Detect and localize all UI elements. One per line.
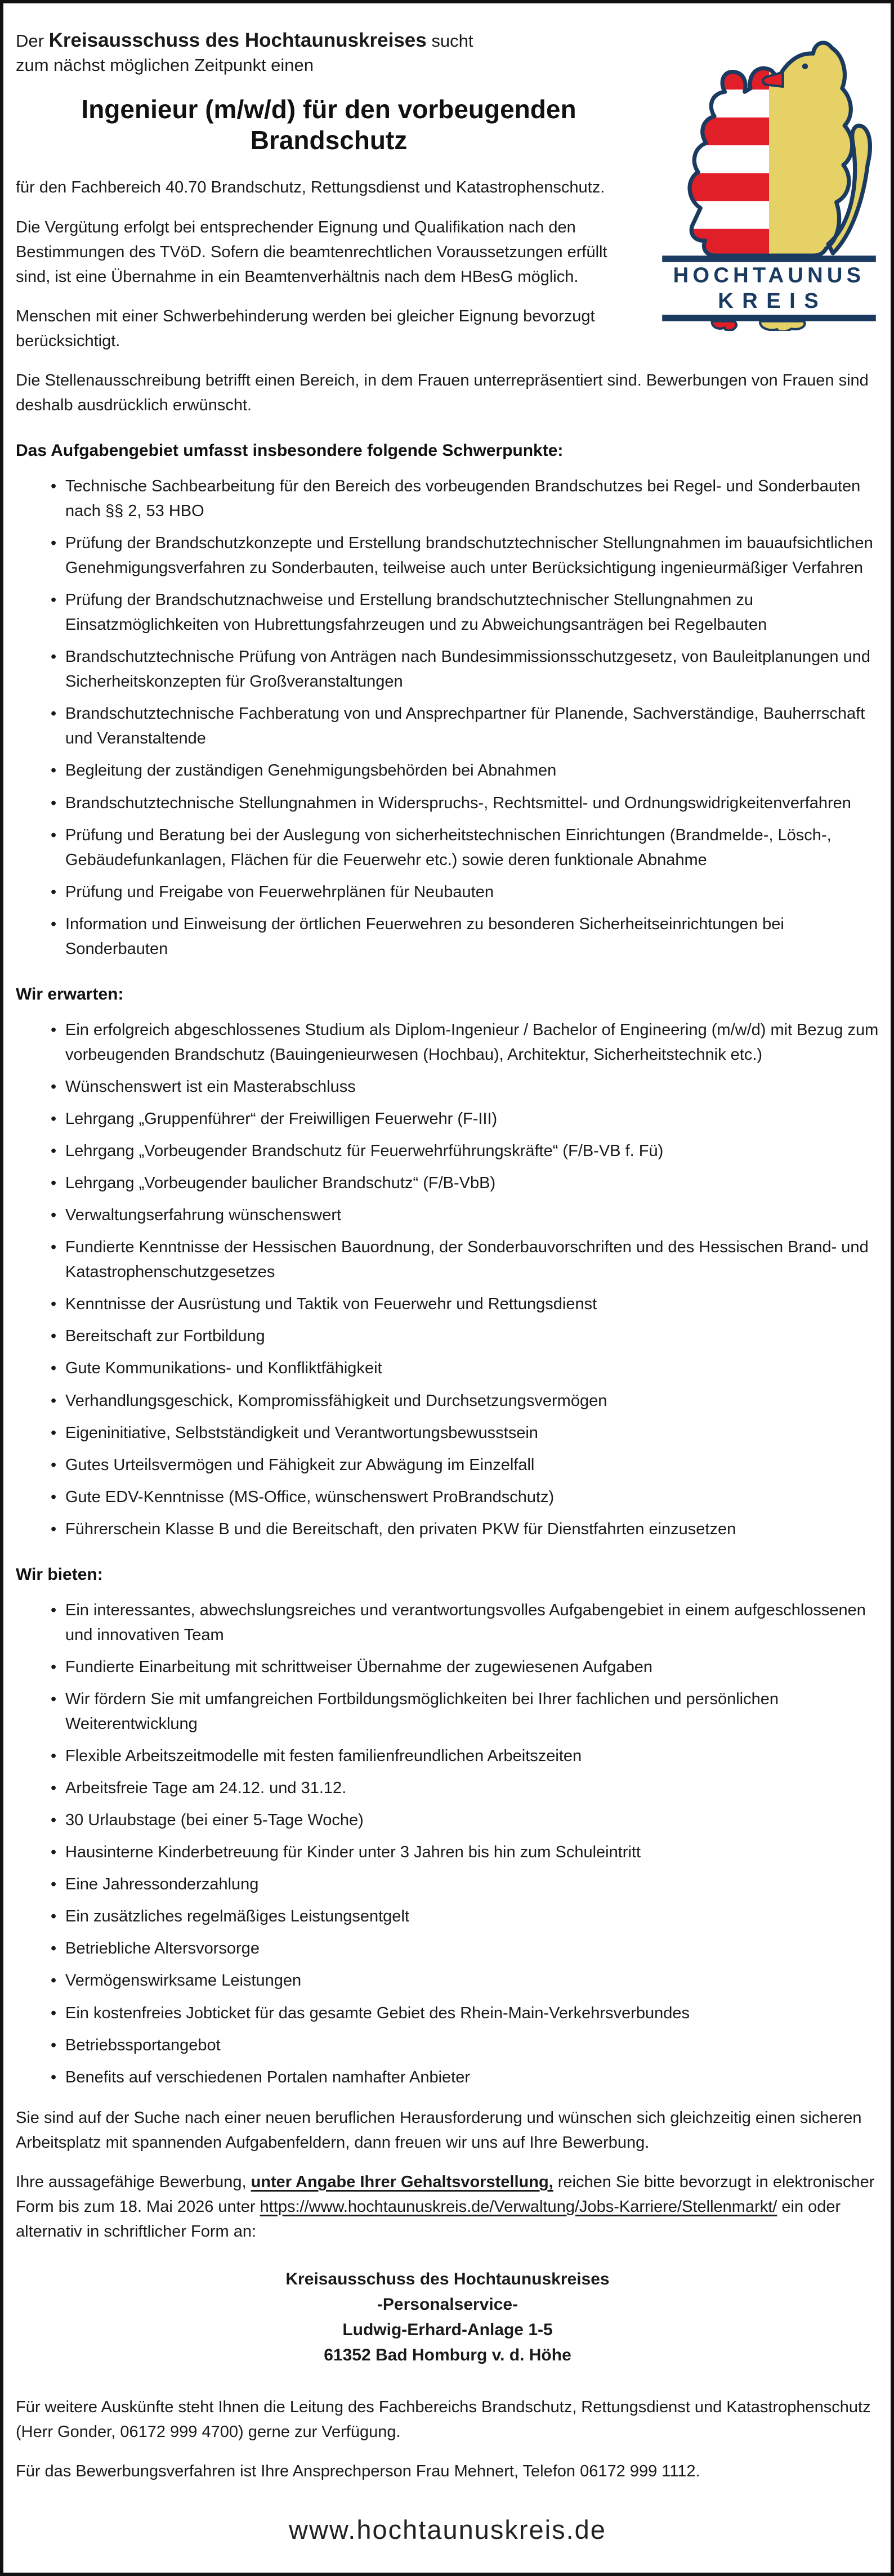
address-line: 61352 Bad Homburg v. d. Höhe	[324, 2346, 571, 2365]
section-heading-offer: Wir bieten:	[16, 1565, 103, 1584]
list-item: • Gute Kommunikations- und Konfliktfähigkeit	[51, 1356, 879, 1381]
lead-post: sucht	[426, 31, 473, 51]
paragraph-disability: Menschen mit einer Schwerbehinderung werden bei gleicher Eignung bevorzugt berücksichtigt.	[16, 307, 595, 350]
list-item: • Lehrgang „Gruppenführer“ der Freiwilligen Feuerwehr (F-III)	[51, 1106, 879, 1131]
lion-eye	[802, 64, 808, 69]
list-item: • Technische Sachbearbeitung für den Bereich des vorbeugenden Brandschutzes bei Regel- und Sonderbauten nach §§ 2, 53 HBO	[51, 474, 879, 523]
apply-post: ein oder alternativ in schriftlicher Form an:	[16, 2198, 841, 2241]
list-item: • Brandschutztechnische Fachberatung von und Ansprechpartner für Planende, Sachverständige, Bauherrschaft und Veranstaltende	[51, 701, 879, 751]
list-item: • Ein erfolgreich abgeschlossenes Studium als Diplom-Ingenieur / Bachelor of Engineering (m/w/d) mit Bezug zum vorbeugenden Brandschutz (Bauingenieurwesen (Hochbau), Architektur, Sicherheitstechnik etc.)	[51, 1018, 879, 1067]
list-item: • Ein interessantes, abwechslungsreiches und verantwortungsvolles Aufgabengebiet in einem aufgeschlossenen und innovativen Team	[51, 1598, 879, 1647]
lion-stripe	[659, 173, 769, 201]
list-item: • Information und Einweisung der örtlichen Feuerwehren zu besonderen Sicherheitseinrichtungen bei Sonderbauten	[51, 912, 879, 961]
lion-stripe	[659, 229, 769, 256]
list-item: • Führerschein Klasse B und die Bereitschaft, den privaten PKW für Dienstfahrten einzusetzen	[51, 1517, 879, 1542]
lead-line2: zum nächst möglichen Zeitpunkt einen	[16, 55, 314, 75]
offer-list	[16, 1598, 879, 2090]
logo-wordmark-line1: HOCHTAUNUS	[673, 263, 865, 288]
list-item: • Flexible Arbeitszeitmodelle mit festen familienfreundlichen Arbeitszeiten	[51, 1744, 879, 1768]
list-item: • Gute EDV-Kenntnisse (MS-Office, wünschenswert ProBrandschutz)	[51, 1485, 879, 1509]
paragraph-department: für den Fachbereich 40.70 Brandschutz, Rettungsdienst und Katastrophenschutz.	[16, 178, 605, 197]
postal-address	[16, 2266, 879, 2368]
lion-stripe	[659, 118, 769, 146]
list-item: • Fundierte Kenntnisse der Hessischen Bauordnung, der Sonderbauvorschriften und des Hessischen Brand- und Katastrophenschutzgesetzes	[51, 1235, 879, 1284]
paragraph-contact-process: Für das Bewerbungsverfahren ist Ihre Ansprechperson Frau Mehnert, Telefon 06172 999 1112.	[16, 2462, 700, 2481]
list-item: • Gutes Urteilsvermögen und Fähigkeit zur Abwägung im Einzelfall	[51, 1453, 879, 1477]
logo-rule-top	[662, 256, 876, 262]
list-item: • Ein zusätzliches regelmäßiges Leistungsentgelt	[51, 1904, 879, 1929]
list-item: • Bereitschaft zur Fortbildung	[51, 1324, 879, 1349]
list-item: • Hausinterne Kinderbetreuung für Kinder unter 3 Jahren bis hin zum Schuleintritt	[51, 1840, 879, 1865]
list-item: • Betriebssportangebot	[51, 2033, 879, 2058]
job-title-line2: Brandschutz	[250, 126, 408, 155]
list-item: • Wir fördern Sie mit umfangreichen Fortbildungsmöglichkeiten bei Ihrer fachlichen und persönlichen Weiterentwicklung	[51, 1687, 879, 1736]
list-item: • Prüfung der Brandschutznachweise und Erstellung brandschutztechnischer Stellungnahmen zu Einsatzmöglichkeiten von Hubrettungsfahrzeugen und zu Abweichungsanträgen bei Regelbauten	[51, 588, 879, 637]
list-item: • Eine Jahressonderzahlung	[51, 1872, 879, 1897]
list-item: • Ein kostenfreies Jobticket für das gesamte Gebiet des Rhein-Main-Verkehrsverbundes	[51, 2001, 879, 2026]
paragraph-contact-info: Für weitere Auskünfte steht Ihnen die Leitung des Fachbereichs Brandschutz, Rettungsdienst und Katastrophenschutz (Herr Gonder, 06172 999 4700) gerne zur Verfügung.	[16, 2398, 871, 2441]
list-item: • Benefits auf verschiedenen Portalen namhafter Anbieter	[51, 2065, 879, 2090]
list-item: • Prüfung der Brandschutzkonzepte und Erstellung brandschutztechnischer Stellungnahmen im bauaufsichtlichen Genehmigungsverfahren zu Sonderbauten, teilweise auch unter Berücksichtigung ingenieurmäßiger Verfahren	[51, 531, 879, 580]
address-line: -Personalservice-	[377, 2295, 518, 2314]
list-item: • Verhandlungsgeschick, Kompromissfähigkeit und Durchsetzungsvermögen	[51, 1388, 879, 1413]
list-item: • Brandschutztechnische Prüfung von Anträgen nach Bundesimmissionsschutzgesetz, von Bauleitplanungen und Sicherheitskonzepten für Großveranstaltungen	[51, 644, 879, 694]
list-item: • Eigeninitiative, Selbstständigkeit und Verantwortungsbewusstsein	[51, 1421, 879, 1445]
expect-list	[16, 1018, 879, 1542]
list-item: • Arbeitsfreie Tage am 24.12. und 31.12.	[51, 1776, 879, 1800]
list-item: • Brandschutztechnische Stellungnahmen in Widerspruchs-, Rechtsmittel- und Ordnungswidrigkeitenverfahren	[51, 791, 879, 816]
list-item: • Verwaltungserfahrung wünschenswert	[51, 1203, 879, 1227]
lion-paw-left	[712, 321, 736, 330]
application-portal-link[interactable]: https://www.hochtaunuskreis.de/Verwaltung/Jobs-Karriere/Stellenmarkt/	[260, 2198, 777, 2216]
section-heading-expect: Wir erwarten:	[16, 985, 124, 1004]
address-line: Kreisausschuss des Hochtaunuskreises	[285, 2270, 610, 2289]
paragraph-search: Sie sind auf der Suche nach einer neuen beruflichen Herausforderung und wünschen sich gleichzeitig einen sicheren Arbeitsplatz mit spannenden Aufgabenfeldern, dann freuen wir uns auf Ihre Bewerbung.	[16, 2108, 862, 2152]
list-item: • Begleitung der zuständigen Genehmigungsbehörden bei Abnahmen	[51, 758, 879, 783]
logo-wordmark-line2: KREIS	[718, 289, 828, 313]
lion-paw-right	[760, 321, 804, 331]
salary-requirement-note: unter Angabe Ihrer Gehaltsvorstellung,	[251, 2172, 553, 2191]
list-item: • 30 Urlaubstage (bei einer 5-Tage Woche)	[51, 1808, 879, 1833]
list-item: • Lehrgang „Vorbeugender Brandschutz für Feuerwehrführungskräfte“ (F/B-VB f. Fü)	[51, 1139, 879, 1163]
list-item: • Kenntnisse der Ausrüstung und Taktik von Feuerwehr und Rettungsdienst	[51, 1292, 879, 1316]
task-list	[16, 474, 879, 961]
paragraph-apply	[16, 2170, 879, 2244]
apply-mid: reichen Sie bitte bevorzugt in elektronischer Form bis zum 18. Mai 2026 unter	[16, 2172, 875, 2216]
employer-name: Kreisausschuss des Hochtaunuskreises	[48, 29, 427, 51]
list-item: • Betriebliche Altersvorsorge	[51, 1936, 879, 1961]
list-item: • Fundierte Einarbeitung mit schrittweiser Übernahme der zugewiesenen Aufgaben	[51, 1655, 879, 1679]
list-item: • Prüfung und Beratung bei der Auslegung von sicherheitstechnischen Einrichtungen (Brandmelde-, Lösch-, Gebäudefunkanlagen, Flächen für die Feuerwehr etc.) sowie deren funktionale Abnahme	[51, 823, 879, 872]
hessian-lion-icon	[659, 27, 879, 331]
lead-pre: Der	[16, 31, 49, 51]
apply-pre: Ihre aussagefähige Bewerbung,	[16, 2172, 251, 2191]
job-ad-content	[16, 27, 879, 2558]
address-line: Ludwig-Erhard-Anlage 1-5	[342, 2320, 553, 2340]
hochtaunuskreis-logo	[659, 27, 879, 331]
section-heading-tasks: Das Aufgabengebiet umfasst insbesondere folgende Schwerpunkte:	[16, 441, 564, 460]
list-item: • Vermögenswirksame Leistungen	[51, 1968, 879, 1993]
list-item: • Prüfung und Freigabe von Feuerwehrplänen für Neubauten	[51, 880, 879, 904]
website-url[interactable]: www.hochtaunuskreis.de	[289, 2515, 606, 2545]
paragraph-women: Die Stellenausschreibung betrifft einen Bereich, in dem Frauen unterrepräsentiert sind. Bewerbungen von Frauen sind deshalb ausdrücklich erwünscht.	[16, 371, 869, 415]
paragraph-pay: Die Vergütung erfolgt bei entsprechender Eignung und Qualifikation nach den Bestimmungen des TVöD. Sofern die beamtenrechtlichen Voraussetzungen erfüllt sind, ist eine Übernahme in ein Beamtenverhältnis nach dem HBesG möglich.	[16, 218, 607, 286]
job-title-line1: Ingenieur (m/w/d) für den vorbeugenden	[81, 95, 576, 124]
list-item: • Wünschenswert ist ein Masterabschluss	[51, 1074, 879, 1099]
list-item: • Lehrgang „Vorbeugender baulicher Brandschutz“ (F/B-VbB)	[51, 1171, 879, 1195]
